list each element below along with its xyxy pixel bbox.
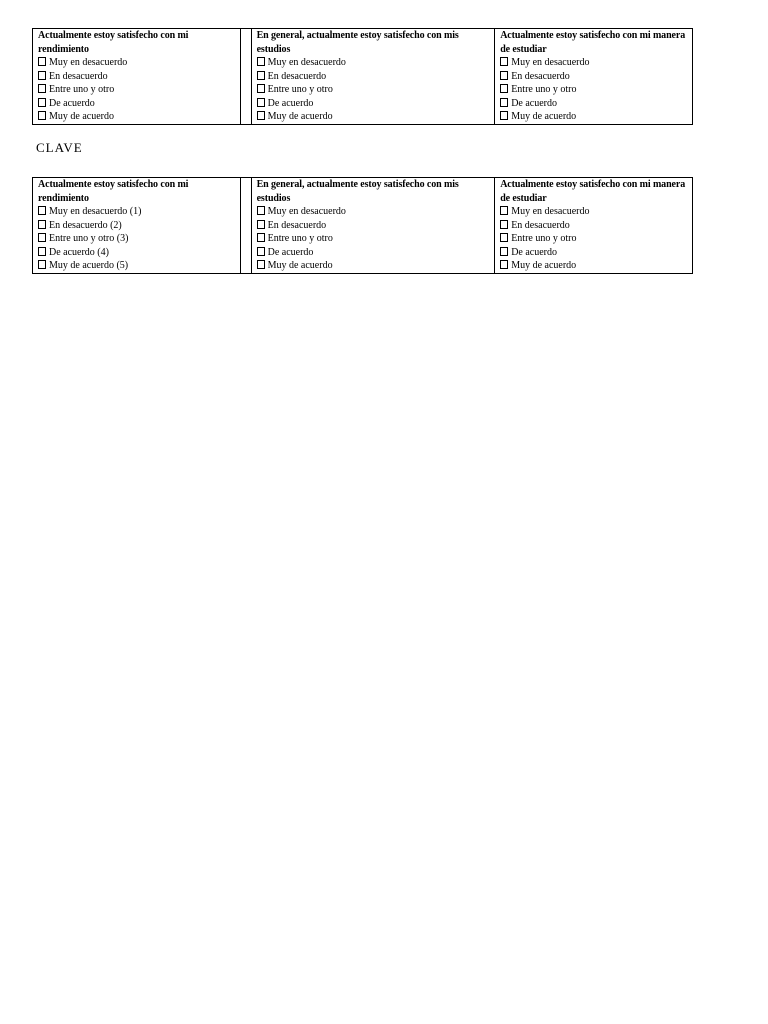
option-label: Muy de acuerdo: [49, 111, 114, 122]
option-en-desacuerdo[interactable]: [500, 70, 692, 84]
option-de-acuerdo[interactable]: [500, 246, 692, 260]
option-label: Entre uno y otro: [511, 84, 577, 95]
option-label: De acuerdo: [511, 246, 557, 258]
option-label: Entre uno y otro: [267, 84, 333, 95]
question-cell-manera-de-estudiar: [495, 178, 693, 274]
option-entre-uno-y-otro[interactable]: [257, 232, 495, 246]
option-label: Entre uno y otro: [511, 233, 577, 244]
option-entre-uno-y-otro[interactable]: [257, 83, 495, 97]
question-cell-manera-de-estudiar: [495, 29, 693, 125]
option-label: Muy de acuerdo: [267, 111, 333, 122]
checkbox-icon[interactable]: [38, 111, 46, 120]
checkbox-icon[interactable]: [500, 57, 508, 66]
option-entre-uno-y-otro[interactable]: [38, 83, 240, 97]
option-entre-uno-y-otro[interactable]: [500, 232, 692, 246]
checkbox-icon[interactable]: [257, 84, 265, 93]
option-label: Muy en desacuerdo: [49, 57, 128, 68]
option-label: Entre uno y otro (3): [49, 233, 129, 244]
question-title: Actualmente estoy satisfecho con mi manera de estudiar: [500, 179, 686, 204]
option-label: Entre uno y otro: [49, 84, 115, 95]
option-label: Muy en desacuerdo: [267, 57, 346, 68]
option-label: De acuerdo: [267, 97, 314, 109]
option-entre-uno-y-otro[interactable]: [500, 83, 692, 97]
checkbox-icon[interactable]: [257, 260, 265, 269]
question-cell-rendimiento: [33, 178, 241, 274]
checkbox-icon[interactable]: [500, 71, 508, 80]
checkbox-icon[interactable]: [38, 260, 46, 269]
option-muy-en-desacuerdo[interactable]: [500, 205, 692, 219]
option-label: De acuerdo (4): [49, 246, 109, 258]
option-en-desacuerdo[interactable]: [257, 70, 495, 84]
option-label: De acuerdo: [49, 97, 95, 109]
option-muy-de-acuerdo[interactable]: [257, 110, 495, 124]
option-label: En desacuerdo: [511, 70, 570, 82]
option-muy-de-acuerdo[interactable]: [38, 110, 240, 124]
checkbox-icon[interactable]: [38, 233, 46, 242]
option-de-acuerdo[interactable]: [257, 97, 495, 111]
answer-key-table: [32, 177, 693, 274]
question-cell-estudios: [251, 178, 495, 274]
checkbox-icon[interactable]: [38, 57, 46, 66]
option-label: En desacuerdo: [49, 70, 108, 82]
checkbox-icon[interactable]: [38, 220, 46, 229]
option-en-desacuerdo[interactable]: [257, 219, 495, 233]
option-label: Muy de acuerdo: [511, 111, 577, 122]
option-label: Entre uno y otro: [267, 233, 333, 244]
checkbox-icon[interactable]: [257, 57, 265, 66]
option-label: Muy en desacuerdo: [267, 206, 346, 217]
checkbox-icon[interactable]: [500, 206, 508, 215]
checkbox-icon[interactable]: [500, 260, 508, 269]
checkbox-icon[interactable]: [257, 220, 265, 229]
checkbox-icon[interactable]: [38, 98, 46, 107]
option-label: Muy de acuerdo: [511, 260, 577, 271]
option-de-acuerdo[interactable]: [257, 246, 495, 260]
checkbox-icon[interactable]: [38, 84, 46, 93]
checkbox-icon[interactable]: [500, 98, 508, 107]
option-de-acuerdo[interactable]: [38, 246, 240, 260]
checkbox-icon[interactable]: [500, 220, 508, 229]
option-label: Muy de acuerdo: [267, 260, 333, 271]
checkbox-icon[interactable]: [500, 247, 508, 256]
spacer-cell: [241, 29, 251, 125]
option-label: De acuerdo: [511, 97, 557, 109]
option-muy-de-acuerdo[interactable]: [500, 110, 692, 124]
table-row: [33, 29, 693, 125]
option-label: En desacuerdo (2): [49, 219, 122, 231]
option-label: Muy de acuerdo (5): [49, 260, 129, 271]
option-en-desacuerdo[interactable]: [38, 219, 240, 233]
spacer-cell: [241, 178, 251, 274]
question-title: Actualmente estoy satisfecho con mi manera de estudiar: [500, 30, 686, 55]
checkbox-icon[interactable]: [500, 233, 508, 242]
clave-heading: CLAVE: [36, 140, 83, 155]
checkbox-icon[interactable]: [257, 111, 265, 120]
question-title: En general, actualmente estoy satisfecho con mis estudios: [256, 30, 459, 55]
question-title: En general, actualmente estoy satisfecho con mis estudios: [256, 179, 459, 204]
option-label: En desacuerdo: [267, 219, 327, 231]
option-muy-en-desacuerdo[interactable]: [257, 205, 495, 219]
option-label: En desacuerdo: [267, 70, 327, 82]
option-label: Muy en desacuerdo (1): [49, 206, 142, 217]
question-title: Actualmente estoy satisfecho con mi rendimiento: [38, 179, 189, 204]
option-en-desacuerdo[interactable]: [38, 70, 240, 84]
question-title: Actualmente estoy satisfecho con mi rendimiento: [38, 30, 189, 55]
checkbox-icon[interactable]: [38, 206, 46, 215]
checkbox-icon[interactable]: [38, 71, 46, 80]
table-row: [33, 178, 693, 274]
option-muy-de-acuerdo[interactable]: [257, 259, 495, 273]
checkbox-icon[interactable]: [38, 247, 46, 256]
checkbox-icon[interactable]: [257, 71, 265, 80]
option-entre-uno-y-otro[interactable]: [38, 232, 240, 246]
option-muy-en-desacuerdo[interactable]: [38, 205, 240, 219]
option-en-desacuerdo[interactable]: [500, 219, 692, 233]
checkbox-icon[interactable]: [257, 233, 265, 242]
option-muy-en-desacuerdo[interactable]: [257, 56, 495, 70]
option-muy-en-desacuerdo[interactable]: [500, 56, 692, 70]
checkbox-icon[interactable]: [500, 111, 508, 120]
option-label: En desacuerdo: [511, 219, 570, 231]
checkbox-icon[interactable]: [257, 247, 265, 256]
option-muy-de-acuerdo[interactable]: [500, 259, 692, 273]
option-de-acuerdo[interactable]: [38, 97, 240, 111]
checkbox-icon[interactable]: [257, 98, 265, 107]
option-label: Muy en desacuerdo: [511, 206, 590, 217]
checkbox-icon[interactable]: [500, 84, 508, 93]
question-cell-rendimiento: [33, 29, 241, 125]
survey-table: [32, 28, 693, 125]
checkbox-icon[interactable]: [257, 206, 265, 215]
option-label: Muy en desacuerdo: [511, 57, 590, 68]
option-muy-de-acuerdo[interactable]: [38, 259, 240, 273]
option-muy-en-desacuerdo[interactable]: [38, 56, 240, 70]
question-cell-estudios: [251, 29, 495, 125]
option-de-acuerdo[interactable]: [500, 97, 692, 111]
option-label: De acuerdo: [267, 246, 314, 258]
